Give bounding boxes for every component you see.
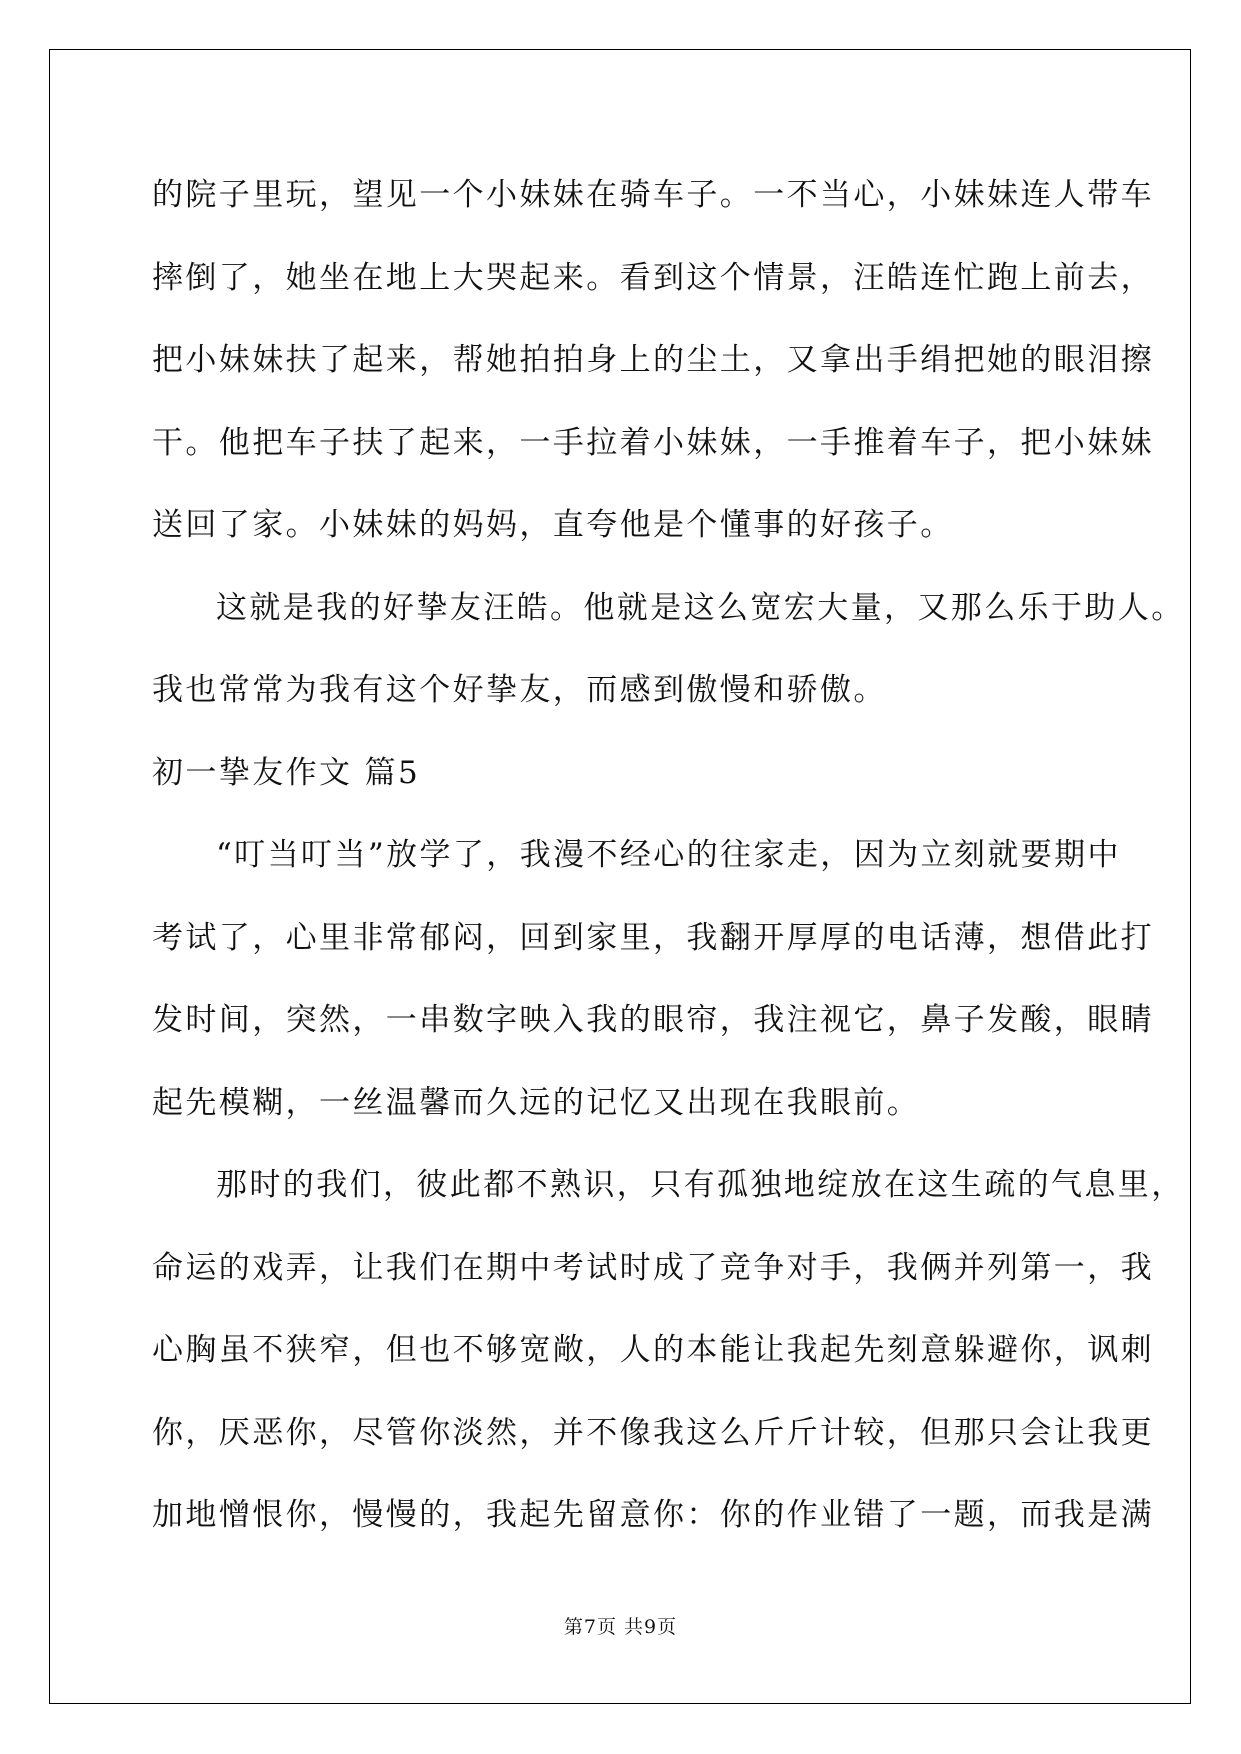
text-line: 心胸虽不狭窄，但也不够宽敞，人的本能让我起先刻意躲避你，讽刺 xyxy=(152,1332,1154,1368)
text-line: 干。他把车子扶了起来，一手拉着小妹妹，一手推着车子，把小妹妹 xyxy=(152,424,1154,461)
text-line: 考试了，心里非常郁闷，回到家里，我翻开厚厚的电话薄，想借此打 xyxy=(152,919,1154,956)
page-number-footer: 第7页 共9页 xyxy=(563,1616,678,1638)
section-heading: 初一挚友作文 篇5 xyxy=(152,754,421,791)
text-line: 摔倒了，她坐在地上大哭起来。看到这个情景，汪皓连忙跑上前去， xyxy=(152,259,1154,296)
text-line: 我也常常为我有这个好挚友，而感到傲慢和骄傲。 xyxy=(152,672,887,708)
text-line: 送回了家。小妹妹的妈妈，直夸他是个懂事的好孩子。 xyxy=(152,507,954,543)
text-line: 把小妹妹扶了起来，帮她拍拍身上的尘土，又拿出手绢把她的眼泪擦 xyxy=(152,342,1154,378)
document-body xyxy=(152,160,1185,1563)
text-line: 你，厌恶你，尽管你淡然，并不像我这么斤斤计较，但那只会让我更 xyxy=(152,1414,1154,1451)
paragraph-start-line: “叮当叮当”放学了，我漫不经心的往家走，因为立刻就要期中 xyxy=(216,837,1121,873)
text-line: 的院子里玩，望见一个小妹妹在骑车子。一不当心，小妹妹连人带车 xyxy=(152,177,1154,213)
paragraph-start-line: 那时的我们，彼此都不熟识，只有孤独地绽放在这生疏的气息里， xyxy=(216,1167,1185,1203)
paragraph-start-line: 这就是我的好挚友汪皓。他就是这么宽宏大量，又那么乐于助人。 xyxy=(216,589,1185,626)
text-line: 命运的戏弄，让我们在期中考试时成了竞争对手，我俩并列第一，我 xyxy=(152,1249,1154,1286)
text-line: 发时间，突然，一串数字映入我的眼帘，我注视它，鼻子发酸，眼睛 xyxy=(152,1002,1154,1038)
text-line: 起先模糊，一丝温馨而久远的记忆又出现在我眼前。 xyxy=(152,1084,921,1121)
text-line: 加地憎恨你，慢慢的，我起先留意你：你的作业错了一题，而我是满 xyxy=(152,1497,1154,1533)
